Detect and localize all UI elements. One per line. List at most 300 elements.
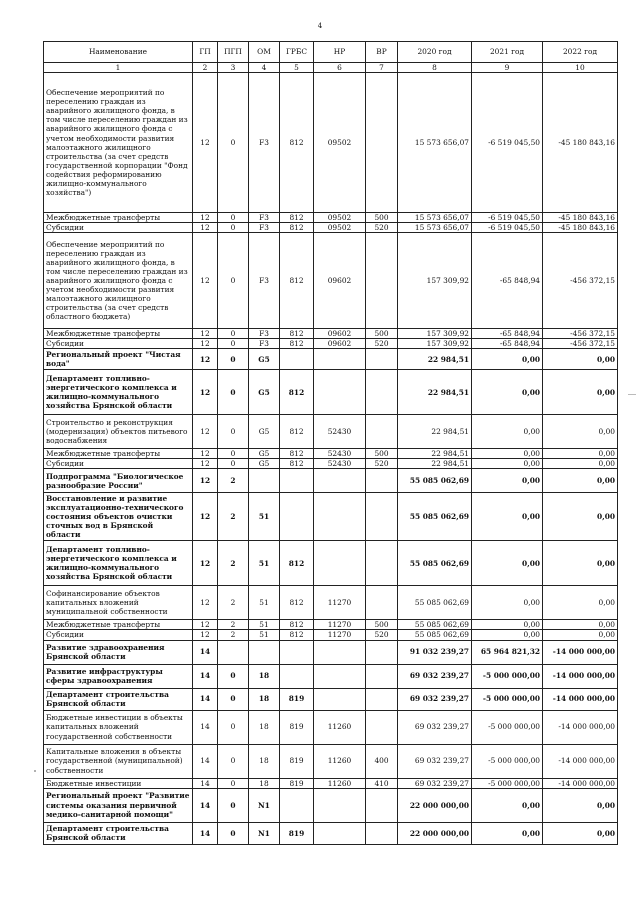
cell-2020: 22 984,51 xyxy=(398,449,472,459)
cell-om: G5 xyxy=(249,349,280,370)
cell-pgp: 0 xyxy=(218,370,249,415)
cell-pgp: 0 xyxy=(218,788,249,822)
cell-vr: 520 xyxy=(366,459,398,469)
cell-nr xyxy=(314,664,366,688)
cell-2021: 0,00 xyxy=(472,449,543,459)
cell-grbs: 812 xyxy=(280,370,314,415)
cell-gp: 12 xyxy=(193,469,218,493)
cell-gp: 12 xyxy=(193,541,218,586)
cell-pgp: 0 xyxy=(218,710,249,744)
cell-grbs: 812 xyxy=(280,449,314,459)
cell-om: 51 xyxy=(249,493,280,541)
cell-om: G5 xyxy=(249,459,280,469)
cell-grbs: 812 xyxy=(280,541,314,586)
cell-nr: 52430 xyxy=(314,449,366,459)
cell-pgp: 0 xyxy=(218,213,249,223)
cell-2022: 0,00 xyxy=(543,459,618,469)
cell-vr: 500 xyxy=(366,329,398,339)
table-row xyxy=(44,223,618,233)
cell-2020: 55 085 062,69 xyxy=(398,541,472,586)
cell-2022: 0,00 xyxy=(543,541,618,586)
cell-gp: 14 xyxy=(193,688,218,710)
cell-vr: 500 xyxy=(366,449,398,459)
cell-om: G5 xyxy=(249,415,280,449)
table-row xyxy=(44,744,618,778)
column-number: 4 xyxy=(249,63,280,73)
cell-2020: 22 000 000,00 xyxy=(398,788,472,822)
cell-vr: 500 xyxy=(366,213,398,223)
margin-mark xyxy=(628,394,636,395)
cell-vr: 520 xyxy=(366,630,398,640)
column-number: 5 xyxy=(280,63,314,73)
column-number: 2 xyxy=(193,63,218,73)
cell-nr: 09602 xyxy=(314,339,366,349)
header-row xyxy=(44,42,618,63)
header-vr: ВР xyxy=(366,42,398,63)
cell-name: Департамент топливно-энергетического комплекса и жилищно-коммунального хозяйства Брянской области xyxy=(44,541,193,586)
cell-name: Межбюджетные трансферты xyxy=(44,620,193,630)
cell-2022: 0,00 xyxy=(543,449,618,459)
cell-pgp: 0 xyxy=(218,688,249,710)
cell-2022: -45 180 843,16 xyxy=(543,213,618,223)
cell-pgp: 2 xyxy=(218,541,249,586)
cell-2022: 0,00 xyxy=(543,415,618,449)
cell-pgp: 0 xyxy=(218,415,249,449)
table-row xyxy=(44,640,618,664)
cell-2021: -5 000 000,00 xyxy=(472,778,543,788)
cell-2021: 0,00 xyxy=(472,370,543,415)
cell-2022: 0,00 xyxy=(543,620,618,630)
header-om: ОМ xyxy=(249,42,280,63)
cell-pgp: 2 xyxy=(218,469,249,493)
budget-table xyxy=(43,41,618,845)
table-row xyxy=(44,788,618,822)
cell-pgp: 0 xyxy=(218,822,249,844)
cell-om: F3 xyxy=(249,233,280,329)
cell-vr: 400 xyxy=(366,744,398,778)
cell-2021: 65 964 821,32 xyxy=(472,640,543,664)
cell-name: Обеспечение мероприятий по переселению граждан из аварийного жилищного фонда, в том числе переселению граждан из аварийного жилищного фонда с учетом необходимости развития малоэтажного жилищного строительства (за счет средств областного бюджета) xyxy=(44,233,193,329)
cell-nr xyxy=(314,640,366,664)
cell-2021: -65 848,94 xyxy=(472,329,543,339)
cell-name: Субсидии xyxy=(44,630,193,640)
cell-2020: 55 085 062,69 xyxy=(398,586,472,620)
cell-nr xyxy=(314,688,366,710)
table-row xyxy=(44,664,618,688)
cell-2020: 157 309,92 xyxy=(398,329,472,339)
cell-2021: 0,00 xyxy=(472,630,543,640)
cell-om: 18 xyxy=(249,688,280,710)
cell-name: Строительство и реконструкция (модернизация) объектов питьевого водоснабжения xyxy=(44,415,193,449)
table-row xyxy=(44,459,618,469)
cell-vr: 410 xyxy=(366,778,398,788)
cell-2020: 55 085 062,69 xyxy=(398,469,472,493)
header-2020: 2020 год xyxy=(398,42,472,63)
cell-2020: 69 032 239,27 xyxy=(398,744,472,778)
cell-nr: 11270 xyxy=(314,630,366,640)
cell-grbs xyxy=(280,640,314,664)
cell-nr: 52430 xyxy=(314,415,366,449)
header-nr: НР xyxy=(314,42,366,63)
cell-vr xyxy=(366,710,398,744)
cell-gp: 12 xyxy=(193,349,218,370)
cell-name: Департамент топливно-энергетического комплекса и жилищно-коммунального хозяйства Брянской области xyxy=(44,370,193,415)
cell-grbs xyxy=(280,349,314,370)
table-row xyxy=(44,415,618,449)
cell-gp: 12 xyxy=(193,459,218,469)
cell-gp: 12 xyxy=(193,370,218,415)
cell-vr: 520 xyxy=(366,223,398,233)
table-row xyxy=(44,370,618,415)
cell-name: Капитальные вложения в объекты государственной (муниципальной) собственности xyxy=(44,744,193,778)
column-number: 7 xyxy=(366,63,398,73)
column-number: 1 xyxy=(44,63,193,73)
cell-gp: 14 xyxy=(193,822,218,844)
cell-pgp: 0 xyxy=(218,778,249,788)
cell-name: Субсидии xyxy=(44,223,193,233)
cell-2020: 69 032 239,27 xyxy=(398,664,472,688)
cell-name: Подпрограмма "Биологическое разнообразие России" xyxy=(44,469,193,493)
cell-om: 18 xyxy=(249,744,280,778)
table-row xyxy=(44,349,618,370)
column-number-row xyxy=(44,63,618,73)
cell-grbs xyxy=(280,469,314,493)
cell-2021: 0,00 xyxy=(472,822,543,844)
cell-vr xyxy=(366,664,398,688)
cell-pgp xyxy=(218,640,249,664)
header-grbs: ГРБС xyxy=(280,42,314,63)
cell-pgp: 0 xyxy=(218,459,249,469)
cell-2020: 15 573 656,07 xyxy=(398,73,472,213)
cell-2021: 0,00 xyxy=(472,493,543,541)
cell-2020: 157 309,92 xyxy=(398,233,472,329)
cell-2022: -45 180 843,16 xyxy=(543,223,618,233)
cell-om: F3 xyxy=(249,329,280,339)
table-row xyxy=(44,688,618,710)
cell-nr: 11260 xyxy=(314,744,366,778)
cell-nr: 11270 xyxy=(314,586,366,620)
cell-name: Департамент строительства Брянской области xyxy=(44,822,193,844)
cell-2022: 0,00 xyxy=(543,586,618,620)
cell-2022: -14 000 000,00 xyxy=(543,688,618,710)
cell-2022: 0,00 xyxy=(543,493,618,541)
cell-pgp: 2 xyxy=(218,493,249,541)
cell-name: Бюджетные инвестиции в объекты капитальных вложений государственной собственности xyxy=(44,710,193,744)
table-row xyxy=(44,233,618,329)
cell-2022: -456 372,15 xyxy=(543,233,618,329)
column-number: 3 xyxy=(218,63,249,73)
cell-2020: 91 032 239,27 xyxy=(398,640,472,664)
cell-2020: 15 573 656,07 xyxy=(398,223,472,233)
cell-2020: 69 032 239,27 xyxy=(398,688,472,710)
cell-2021: 0,00 xyxy=(472,586,543,620)
cell-grbs: 812 xyxy=(280,329,314,339)
cell-grbs: 819 xyxy=(280,778,314,788)
cell-gp: 12 xyxy=(193,449,218,459)
cell-2021: -6 519 045,50 xyxy=(472,223,543,233)
cell-pgp: 0 xyxy=(218,329,249,339)
table-row xyxy=(44,620,618,630)
header-2021: 2021 год xyxy=(472,42,543,63)
cell-name: Развитие инфраструктуры сферы здравоохранения xyxy=(44,664,193,688)
cell-vr xyxy=(366,493,398,541)
cell-om xyxy=(249,640,280,664)
cell-pgp: 2 xyxy=(218,620,249,630)
cell-nr: 11270 xyxy=(314,620,366,630)
cell-grbs xyxy=(280,493,314,541)
cell-gp: 14 xyxy=(193,664,218,688)
cell-nr: 09502 xyxy=(314,73,366,213)
cell-nr xyxy=(314,349,366,370)
cell-vr xyxy=(366,640,398,664)
cell-gp: 12 xyxy=(193,339,218,349)
cell-nr: 11260 xyxy=(314,710,366,744)
cell-name: Субсидии xyxy=(44,339,193,349)
cell-grbs: 812 xyxy=(280,223,314,233)
cell-nr xyxy=(314,822,366,844)
cell-name: Департамент строительства Брянской области xyxy=(44,688,193,710)
cell-pgp: 0 xyxy=(218,339,249,349)
cell-grbs: 812 xyxy=(280,586,314,620)
cell-2021: -5 000 000,00 xyxy=(472,664,543,688)
cell-nr xyxy=(314,541,366,586)
cell-vr xyxy=(366,822,398,844)
cell-gp: 12 xyxy=(193,620,218,630)
cell-grbs: 812 xyxy=(280,339,314,349)
cell-nr xyxy=(314,493,366,541)
cell-gp: 12 xyxy=(193,415,218,449)
cell-2022: -456 372,15 xyxy=(543,329,618,339)
cell-2020: 55 085 062,69 xyxy=(398,620,472,630)
cell-nr: 09602 xyxy=(314,233,366,329)
cell-vr xyxy=(366,688,398,710)
cell-pgp: 0 xyxy=(218,664,249,688)
cell-vr xyxy=(366,586,398,620)
cell-gp: 14 xyxy=(193,744,218,778)
cell-vr xyxy=(366,233,398,329)
cell-grbs: 812 xyxy=(280,415,314,449)
cell-2022: 0,00 xyxy=(543,788,618,822)
cell-name: Региональный проект "Развитие системы оказания первичной медико-санитарной помощи" xyxy=(44,788,193,822)
cell-gp: 12 xyxy=(193,213,218,223)
cell-2020: 69 032 239,27 xyxy=(398,710,472,744)
cell-name: Межбюджетные трансферты xyxy=(44,449,193,459)
cell-vr xyxy=(366,469,398,493)
cell-nr xyxy=(314,370,366,415)
header-gp: ГП xyxy=(193,42,218,63)
cell-grbs: 812 xyxy=(280,620,314,630)
cell-2022: -14 000 000,00 xyxy=(543,640,618,664)
column-number: 6 xyxy=(314,63,366,73)
cell-vr xyxy=(366,370,398,415)
page-number: 4 xyxy=(317,22,323,30)
cell-2021: -5 000 000,00 xyxy=(472,688,543,710)
header-pgp: ПГП xyxy=(218,42,249,63)
cell-pgp: 2 xyxy=(218,586,249,620)
cell-om: F3 xyxy=(249,339,280,349)
cell-om: 18 xyxy=(249,710,280,744)
cell-name: Развитие здравоохранения Брянской области xyxy=(44,640,193,664)
cell-pgp: 0 xyxy=(218,449,249,459)
header-2022: 2022 год xyxy=(543,42,618,63)
cell-2021: -65 848,94 xyxy=(472,339,543,349)
cell-gp: 14 xyxy=(193,640,218,664)
cell-pgp: 0 xyxy=(218,223,249,233)
cell-om: 51 xyxy=(249,630,280,640)
cell-grbs: 819 xyxy=(280,822,314,844)
cell-2022: -456 372,15 xyxy=(543,339,618,349)
cell-2020: 157 309,92 xyxy=(398,339,472,349)
cell-2020: 55 085 062,69 xyxy=(398,493,472,541)
cell-pgp: 2 xyxy=(218,630,249,640)
cell-2021: 0,00 xyxy=(472,620,543,630)
cell-name: Обеспечение мероприятий по переселению граждан из аварийного жилищного фонда, в том числе переселению граждан из аварийного жилищного фонда с учетом необходимости развития малоэтажного жилищного строительства (за счет средств государственной корпорации "Фонд содействия реформированию жилищно-коммунального хозяйства") xyxy=(44,73,193,213)
cell-vr xyxy=(366,415,398,449)
cell-vr xyxy=(366,788,398,822)
cell-gp: 12 xyxy=(193,586,218,620)
cell-grbs: 819 xyxy=(280,710,314,744)
cell-2022: -14 000 000,00 xyxy=(543,710,618,744)
table-row xyxy=(44,586,618,620)
cell-name: Субсидии xyxy=(44,459,193,469)
cell-pgp: 0 xyxy=(218,233,249,329)
cell-gp: 12 xyxy=(193,223,218,233)
cell-2020: 22 984,51 xyxy=(398,349,472,370)
cell-vr xyxy=(366,73,398,213)
cell-pgp: 0 xyxy=(218,73,249,213)
cell-om: 18 xyxy=(249,778,280,788)
cell-grbs: 812 xyxy=(280,73,314,213)
cell-grbs xyxy=(280,788,314,822)
cell-name: Межбюджетные трансферты xyxy=(44,213,193,223)
cell-gp: 14 xyxy=(193,778,218,788)
cell-2021: 0,00 xyxy=(472,459,543,469)
cell-om: G5 xyxy=(249,370,280,415)
cell-2022: 0,00 xyxy=(543,630,618,640)
cell-2021: 0,00 xyxy=(472,349,543,370)
cell-2022: -14 000 000,00 xyxy=(543,744,618,778)
cell-vr xyxy=(366,349,398,370)
cell-pgp: 0 xyxy=(218,349,249,370)
cell-2021: -65 848,94 xyxy=(472,233,543,329)
cell-nr: 09602 xyxy=(314,329,366,339)
table-row xyxy=(44,541,618,586)
cell-vr: 500 xyxy=(366,620,398,630)
cell-om: F3 xyxy=(249,223,280,233)
cell-2022: 0,00 xyxy=(543,370,618,415)
cell-2021: -5 000 000,00 xyxy=(472,710,543,744)
cell-grbs xyxy=(280,664,314,688)
cell-nr: 52430 xyxy=(314,459,366,469)
cell-om: F3 xyxy=(249,73,280,213)
cell-name: Региональный проект "Чистая вода" xyxy=(44,349,193,370)
cell-name: Межбюджетные трансферты xyxy=(44,329,193,339)
cell-2020: 22 984,51 xyxy=(398,370,472,415)
table-row xyxy=(44,822,618,844)
cell-2020: 22 984,51 xyxy=(398,459,472,469)
column-number: 10 xyxy=(543,63,618,73)
cell-2020: 22 984,51 xyxy=(398,415,472,449)
cell-nr: 11260 xyxy=(314,778,366,788)
cell-grbs: 819 xyxy=(280,744,314,778)
margin-dot xyxy=(34,770,36,772)
cell-gp: 14 xyxy=(193,710,218,744)
cell-nr xyxy=(314,788,366,822)
cell-om: 51 xyxy=(249,586,280,620)
cell-2021: 0,00 xyxy=(472,469,543,493)
table-row xyxy=(44,710,618,744)
table-row xyxy=(44,778,618,788)
cell-2022: -45 180 843,16 xyxy=(543,73,618,213)
cell-vr: 520 xyxy=(366,339,398,349)
cell-2021: 0,00 xyxy=(472,788,543,822)
cell-om xyxy=(249,469,280,493)
cell-2020: 69 032 239,27 xyxy=(398,778,472,788)
cell-om: 51 xyxy=(249,541,280,586)
table-body xyxy=(44,73,618,845)
cell-grbs: 812 xyxy=(280,630,314,640)
cell-om: N1 xyxy=(249,822,280,844)
cell-2022: 0,00 xyxy=(543,822,618,844)
cell-2020: 22 000 000,00 xyxy=(398,822,472,844)
cell-2021: -6 519 045,50 xyxy=(472,213,543,223)
cell-grbs: 812 xyxy=(280,233,314,329)
cell-2022: 0,00 xyxy=(543,469,618,493)
cell-2021: -6 519 045,50 xyxy=(472,73,543,213)
cell-vr xyxy=(366,541,398,586)
cell-nr: 09502 xyxy=(314,223,366,233)
cell-om: G5 xyxy=(249,449,280,459)
cell-gp: 14 xyxy=(193,788,218,822)
cell-name: Бюджетные инвестиции xyxy=(44,778,193,788)
cell-om: 18 xyxy=(249,664,280,688)
cell-2020: 15 573 656,07 xyxy=(398,213,472,223)
cell-om: N1 xyxy=(249,788,280,822)
cell-gp: 12 xyxy=(193,630,218,640)
cell-grbs: 812 xyxy=(280,213,314,223)
column-number: 9 xyxy=(472,63,543,73)
table-row xyxy=(44,329,618,339)
cell-om: 51 xyxy=(249,620,280,630)
cell-gp: 12 xyxy=(193,73,218,213)
cell-pgp: 0 xyxy=(218,744,249,778)
cell-gp: 12 xyxy=(193,329,218,339)
table-row xyxy=(44,493,618,541)
cell-grbs: 819 xyxy=(280,688,314,710)
header-name: Наименование xyxy=(44,42,193,63)
column-number: 8 xyxy=(398,63,472,73)
table-row xyxy=(44,630,618,640)
cell-name: Софинансирование объектов капитальных вложений муниципальной собственности xyxy=(44,586,193,620)
cell-2020: 55 085 062,69 xyxy=(398,630,472,640)
cell-2022: 0,00 xyxy=(543,349,618,370)
table-row xyxy=(44,339,618,349)
table-row xyxy=(44,213,618,223)
cell-gp: 12 xyxy=(193,493,218,541)
table-row xyxy=(44,469,618,493)
cell-grbs: 812 xyxy=(280,459,314,469)
cell-name: Восстановление и развитие эксплуатационно-технического состояния объектов очистки сточных вод в Брянской области xyxy=(44,493,193,541)
cell-2022: -14 000 000,00 xyxy=(543,778,618,788)
cell-2021: 0,00 xyxy=(472,541,543,586)
table-row xyxy=(44,449,618,459)
cell-om: F3 xyxy=(249,213,280,223)
cell-2021: 0,00 xyxy=(472,415,543,449)
cell-2021: -5 000 000,00 xyxy=(472,744,543,778)
cell-nr xyxy=(314,469,366,493)
cell-2022: -14 000 000,00 xyxy=(543,664,618,688)
table-row xyxy=(44,73,618,213)
